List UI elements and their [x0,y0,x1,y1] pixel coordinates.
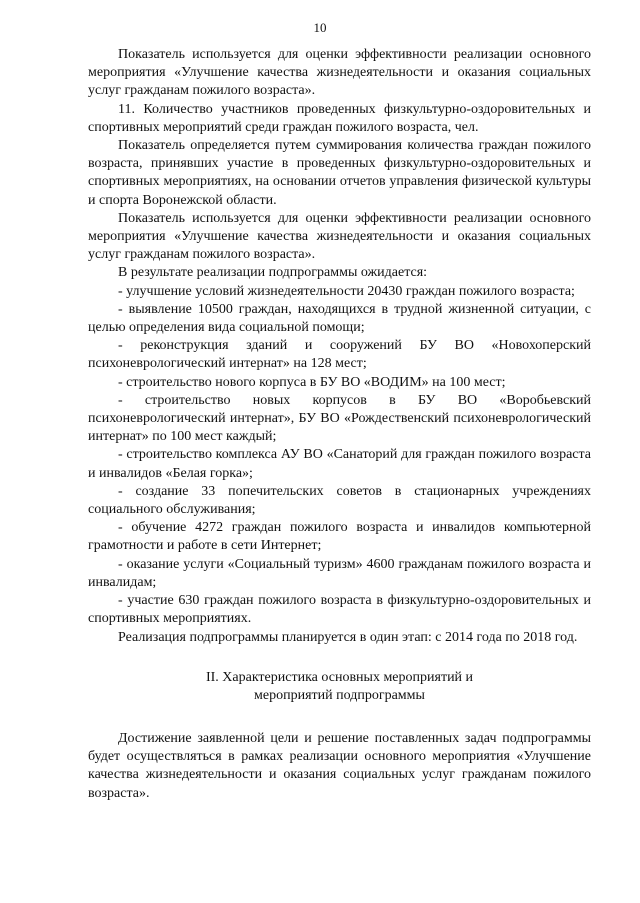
list-item: - строительство новых корпусов в БУ ВО «Воробьевский психоневрологический интернат», БУ ВО «Рождественский психоневрологический интернат» по 100 мест каждый; [88,392,591,445]
list-item: - выявление 10500 граждан, находящихся в трудной жизненной ситуации, с целью определения вида социальной помощи; [88,301,591,336]
paragraph-expected-intro: В результате реализации подпрограммы ожидается: [118,265,428,281]
list-item: - улучшение условий жизнедеятельности 20430 граждан пожилого возраста; [118,283,575,299]
paragraph-indicator-method: Показатель определяется путем суммирования количества граждан пожилого возраста, принявших участие в проведенных физкультурно-оздоровительных и спортивных мероприятиях, на основании отчетов управления физической культуры и спорта Воронежской области. [88,138,591,208]
list-item: - реконструкция зданий и сооружений БУ ВО «Новохоперский психоневрологический интернат» на 128 мест; [88,338,591,372]
paragraph-indicator-usage-2: Показатель используется для оценки эффективности реализации основного мероприятия «Улучшение качества жизнедеятельности и оказания социальных услуг гражданам пожилого возраста». [88,210,591,263]
list-item: - строительство комплекса АУ ВО «Санаторий для граждан пожилого возраста и инвалидов «Белая горка»; [88,447,591,481]
paragraph-indicator-usage: Показатель используется для оценки эффективности реализации основного мероприятия «Улучшение качества жизнедеятельности и оказания социальных услуг гражданам пожилого возраста». [88,47,591,99]
section-heading-line-1: II. Характеристика основных мероприятий и [205,669,474,685]
list-item: - обучение 4272 граждан пожилого возраста и инвалидов компьютерной грамотности и работе в сети Интернет; [88,520,591,554]
page-number: 10 [313,20,327,35]
paragraph-section-body: Достижение заявленной цели и решение поставленных задач подпрограммы будет осуществляться в рамках реализации основного мероприятия «Улучшение качества жизнедеятельности и оказания социальных услуг гражданам пожилого возраста». [88,730,591,801]
section-heading-line-2: мероприятий подпрограммы [254,688,425,704]
list-item: - строительство нового корпуса в БУ ВО «ВОДИМ» на 100 мест; [118,374,506,390]
list-item: - создание 33 попечительских советов в стационарных учреждениях социального обслуживания; [88,483,591,518]
document-body [88,46,591,803]
paragraph-implementation-period: Реализация подпрограммы планируется в один этап: с 2014 года по 2018 год. [118,629,578,645]
list-item: - оказание услуги «Социальный туризм» 4600 гражданам пожилого возраста и инвалидам; [88,556,591,590]
section-heading [88,669,591,706]
list-item: - участие 630 граждан пожилого возраста в физкультурно-оздоровительных и спортивных мероприятиях. [88,593,591,627]
paragraph-indicator-11: 11. Количество участников проведенных физкультурно-оздоровительных и спортивных мероприятий среди граждан пожилого возраста, чел. [88,101,591,135]
